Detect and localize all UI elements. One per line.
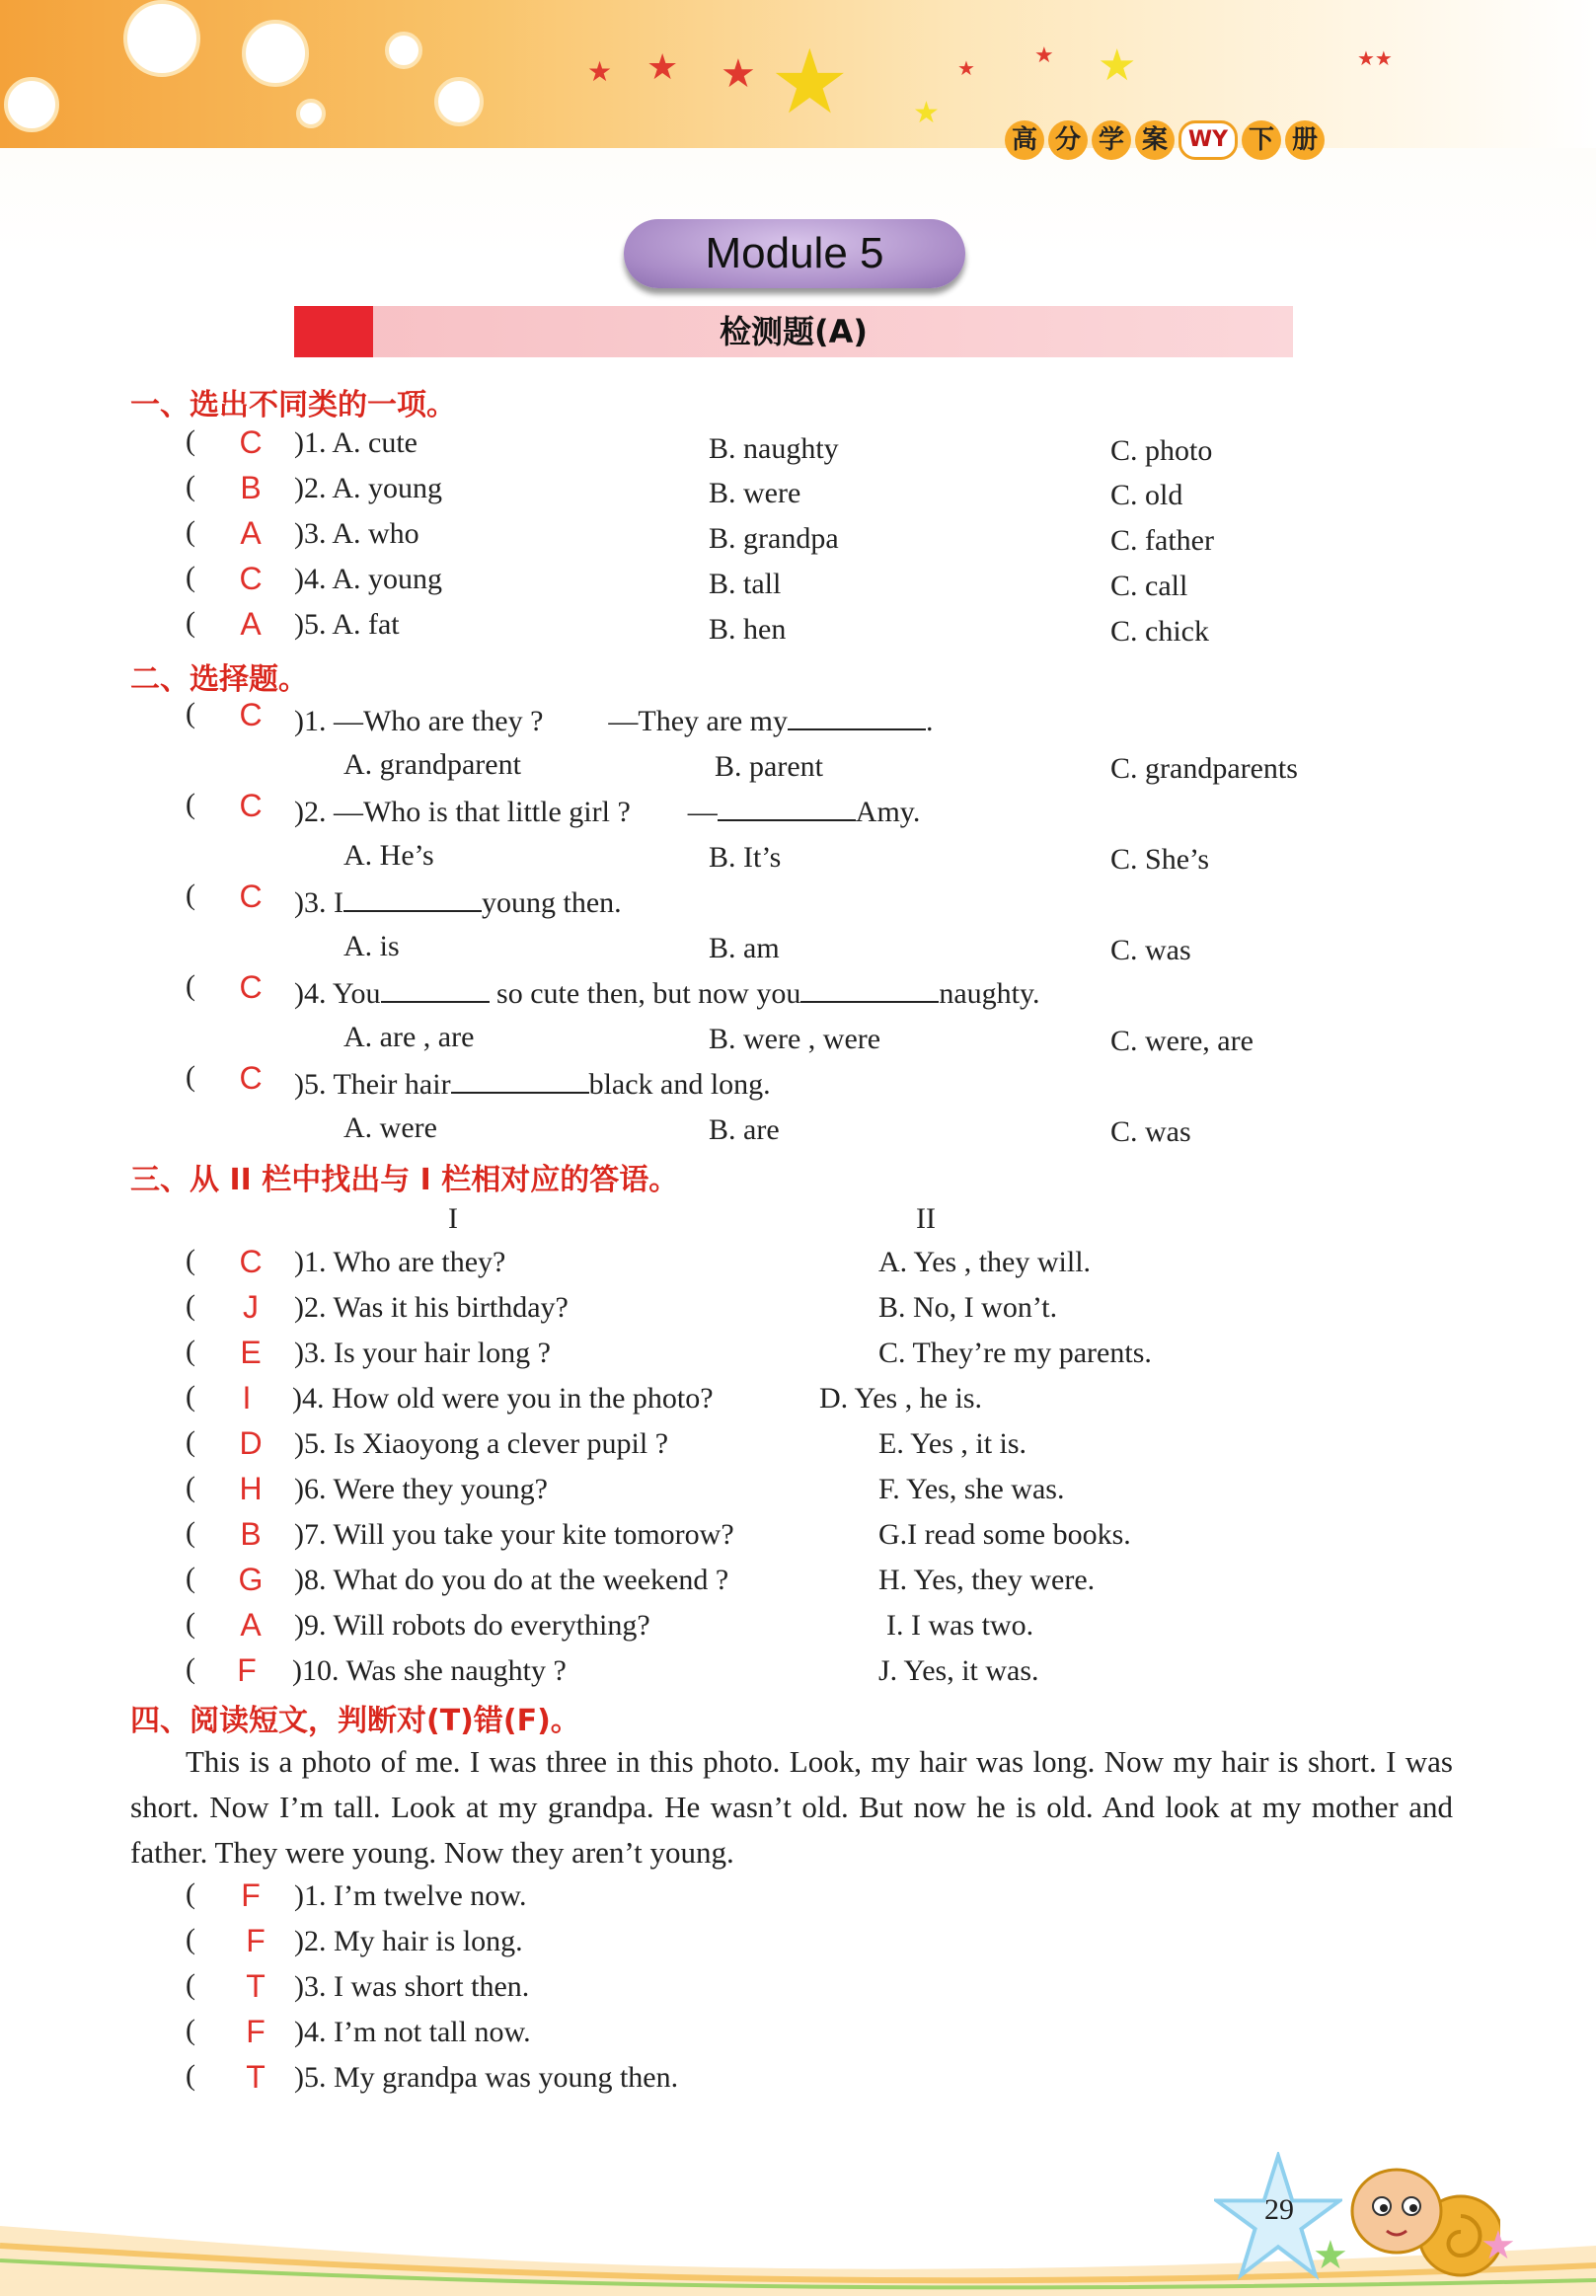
paren-open: ( xyxy=(186,1562,195,1594)
answer: T xyxy=(246,2059,266,2095)
response: J. Yes, it was. xyxy=(878,1654,1039,1687)
star-icon: ★ xyxy=(1313,2233,1348,2277)
decor-circle xyxy=(123,0,200,77)
paren-open: ( xyxy=(186,1968,195,2001)
paren-open: ( xyxy=(186,969,195,1002)
decor-circle xyxy=(296,99,326,128)
page-number: 29 xyxy=(1264,2193,1294,2226)
star-icon: ★ xyxy=(587,57,613,88)
section2-title: 二、选择题。 xyxy=(130,662,308,697)
answer: F xyxy=(246,2014,266,2049)
paren-open: ( xyxy=(186,879,195,911)
answer: A xyxy=(240,606,262,642)
option-c: C. was xyxy=(1110,934,1191,966)
series-char: 高 xyxy=(1005,120,1044,160)
stem-part: )2. —Who is that little girl ? xyxy=(294,796,631,828)
section1-title: 一、选出不同类的一项。 xyxy=(130,388,456,422)
reading-passage: This is a photo of me. I was three in this photo. Look, my hair was long. Now my hair is short. I was short. Now I’m tall. Look at my grandpa. He wasn’t old. But now he is old. And look at my mother and father. They were young. Now they aren’t young. xyxy=(130,1744,1453,1870)
star-icon: ★ xyxy=(1034,42,1054,67)
answer: C xyxy=(239,879,263,914)
question: )4. I’m not tall now. xyxy=(294,2016,531,2048)
response: H. Yes, they were. xyxy=(878,1564,1096,1596)
response: I. I was two. xyxy=(886,1609,1034,1642)
option-c: C. chick xyxy=(1110,615,1209,648)
response: F. Yes, she was. xyxy=(878,1473,1065,1505)
answer-blank xyxy=(788,703,926,730)
answer: C xyxy=(239,1060,263,1096)
paren-open: ( xyxy=(186,1877,195,1910)
option-b: B. parent xyxy=(715,750,823,783)
paren-open: ( xyxy=(186,606,195,639)
question: )10. Was she naughty ? xyxy=(292,1654,567,1687)
answer: C xyxy=(239,788,263,823)
star-icon: ★ xyxy=(1481,2223,1516,2267)
paren-open: ( xyxy=(186,697,195,729)
answer: F xyxy=(241,1877,261,1913)
option-a: A. were xyxy=(343,1111,437,1144)
decor-circle xyxy=(385,32,422,69)
question: )1. I’m twelve now. xyxy=(294,1879,527,1912)
response: E. Yes , it is. xyxy=(878,1427,1027,1460)
question: )3. Is your hair long ? xyxy=(294,1337,551,1369)
section4-title: 四、阅读短文，判断对(T)错(F)。 xyxy=(130,1704,580,1738)
question-stem xyxy=(294,975,1040,1011)
question: )5. A. fat xyxy=(294,608,400,641)
question: )3. A. who xyxy=(294,517,419,550)
question-stem xyxy=(294,1066,771,1102)
paren-open: ( xyxy=(186,1289,195,1322)
answer: H xyxy=(239,1471,263,1506)
question: )6. Were they young? xyxy=(294,1473,548,1505)
test-title-band xyxy=(294,306,1293,357)
series-char: 下 xyxy=(1242,120,1281,160)
question: )7. Will you take your kite tomorow? xyxy=(294,1518,734,1551)
decor-circle xyxy=(434,77,484,126)
option-c: C. father xyxy=(1110,524,1214,557)
answer: C xyxy=(239,424,263,460)
paren-open: ( xyxy=(186,788,195,820)
paren-open: ( xyxy=(186,561,195,593)
paren-open: ( xyxy=(186,1380,195,1413)
question-stem xyxy=(294,884,622,920)
question: )9. Will robots do everything? xyxy=(294,1609,650,1642)
column-header-2: II xyxy=(916,1202,936,1235)
option-b: B. am xyxy=(709,932,780,964)
star-icon: ★ xyxy=(1098,41,1137,90)
series-char: WY xyxy=(1178,120,1238,160)
answer-blank xyxy=(343,884,482,912)
series-char: 案 xyxy=(1135,120,1175,160)
stem-part: —They are my xyxy=(608,705,789,737)
stem-part: so cute then, but now you xyxy=(496,977,801,1010)
answer: A xyxy=(240,1607,262,1643)
option-a: A. grandparent xyxy=(343,748,521,781)
series-char: 分 xyxy=(1048,120,1088,160)
question: )5. Is Xiaoyong a clever pupil ? xyxy=(294,1427,669,1460)
option-c: C. grandparents xyxy=(1110,752,1298,785)
stem-part: )4. You xyxy=(294,977,381,1010)
answer: C xyxy=(239,1244,263,1279)
answer: G xyxy=(238,1562,264,1597)
question: )8. What do you do at the weekend ? xyxy=(294,1564,729,1596)
answer: A xyxy=(240,515,262,551)
module-title: Module 5 xyxy=(624,219,965,288)
answer: E xyxy=(240,1335,262,1370)
section3-title: 三、从 II 栏中找出与 I 栏相对应的答语。 xyxy=(130,1163,679,1197)
star-icon: ★ xyxy=(957,58,975,80)
question: )1. A. cute xyxy=(294,426,418,459)
option-a: A. He’s xyxy=(343,839,434,872)
answer: B xyxy=(240,1516,262,1552)
test-title: 检测题(A) xyxy=(719,313,869,350)
paren-open: ( xyxy=(186,470,195,502)
paren-open: ( xyxy=(186,1516,195,1549)
option-c: C. was xyxy=(1110,1115,1191,1148)
option-c: C. She’s xyxy=(1110,843,1210,876)
answer-blank xyxy=(451,1066,589,1094)
paren-open: ( xyxy=(186,1335,195,1367)
answer: B xyxy=(240,470,262,505)
answer: C xyxy=(239,969,263,1005)
answer: D xyxy=(239,1425,263,1461)
question: )2. Was it his birthday? xyxy=(294,1291,569,1324)
decor-circle xyxy=(4,77,59,132)
question: )5. My grandpa was young then. xyxy=(294,2061,679,2094)
paren-open: ( xyxy=(186,1425,195,1458)
answer: T xyxy=(246,1968,266,2004)
answer: C xyxy=(239,561,263,596)
question-stem xyxy=(294,794,920,829)
stem-part: )3. I xyxy=(294,886,343,919)
option-c: C. were, are xyxy=(1110,1025,1254,1057)
star-icon: ★ xyxy=(770,35,850,132)
paren-open: ( xyxy=(186,1244,195,1276)
stem-part: naughty. xyxy=(939,977,1040,1010)
option-b: B. are xyxy=(709,1113,780,1146)
paren-open: ( xyxy=(186,1471,195,1503)
stem-part: black and long. xyxy=(588,1068,771,1101)
option-b: B. grandpa xyxy=(709,522,839,555)
option-c: C. call xyxy=(1110,570,1188,602)
paren-open: ( xyxy=(186,1652,195,1685)
answer: I xyxy=(242,1380,252,1416)
answer: F xyxy=(246,1923,266,1958)
stem-part: )1. —Who are they ? xyxy=(294,705,544,737)
option-b: B. hen xyxy=(709,613,787,646)
paren-open: ( xyxy=(186,515,195,548)
answer: C xyxy=(239,697,263,732)
option-b: B. tall xyxy=(709,568,782,600)
response: B. No, I won’t. xyxy=(878,1291,1058,1324)
question: )1. Who are they? xyxy=(294,1246,506,1278)
question-stem xyxy=(294,703,934,738)
option-a: A. are , are xyxy=(343,1021,475,1053)
decor-circle xyxy=(242,20,309,87)
answer: F xyxy=(237,1652,257,1688)
star-icon: ★ xyxy=(913,97,940,129)
question: )4. A. young xyxy=(294,563,442,595)
stem-part: )5. Their hair xyxy=(294,1068,451,1101)
answer-blank xyxy=(718,794,856,821)
question: )4. How old were you in the photo? xyxy=(292,1382,714,1415)
option-b: B. naughty xyxy=(709,432,839,465)
option-c: C. photo xyxy=(1110,434,1213,467)
answer-blank xyxy=(800,975,939,1003)
response: D. Yes , he is. xyxy=(819,1382,983,1415)
series-char: 学 xyxy=(1092,120,1131,160)
paren-open: ( xyxy=(186,1607,195,1640)
option-b: B. were xyxy=(709,477,801,509)
stem-part: — xyxy=(687,796,718,828)
stem-part: . xyxy=(926,705,934,737)
response: A. Yes , they will. xyxy=(878,1246,1092,1278)
answer: J xyxy=(243,1289,259,1325)
star-icon: ★ xyxy=(721,51,756,96)
paren-open: ( xyxy=(186,2014,195,2046)
question: )2. My hair is long. xyxy=(294,1925,523,1957)
question: )3. I was short then. xyxy=(294,1970,530,2003)
option-a: A. is xyxy=(343,930,400,962)
series-label xyxy=(1005,120,1325,160)
paren-open: ( xyxy=(186,1060,195,1093)
column-header-1: I xyxy=(448,1202,458,1235)
paren-open: ( xyxy=(186,1923,195,1955)
response: C. They’re my parents. xyxy=(878,1337,1152,1369)
option-c: C. old xyxy=(1110,479,1183,511)
question: )2. A. young xyxy=(294,472,442,504)
answer-blank xyxy=(381,975,490,1003)
star-icon: ★★ xyxy=(1357,48,1393,70)
option-b: B. It’s xyxy=(709,841,782,874)
response: G.I read some books. xyxy=(878,1518,1131,1551)
option-b: B. were , were xyxy=(709,1023,881,1055)
star-icon: ★ xyxy=(646,47,679,87)
stem-part: Amy. xyxy=(855,796,921,828)
stem-part: young then. xyxy=(481,886,622,919)
paren-open: ( xyxy=(186,2059,195,2092)
paren-open: ( xyxy=(186,424,195,457)
snail-mascot-icon xyxy=(1342,2157,1500,2285)
series-char: 册 xyxy=(1285,120,1325,160)
